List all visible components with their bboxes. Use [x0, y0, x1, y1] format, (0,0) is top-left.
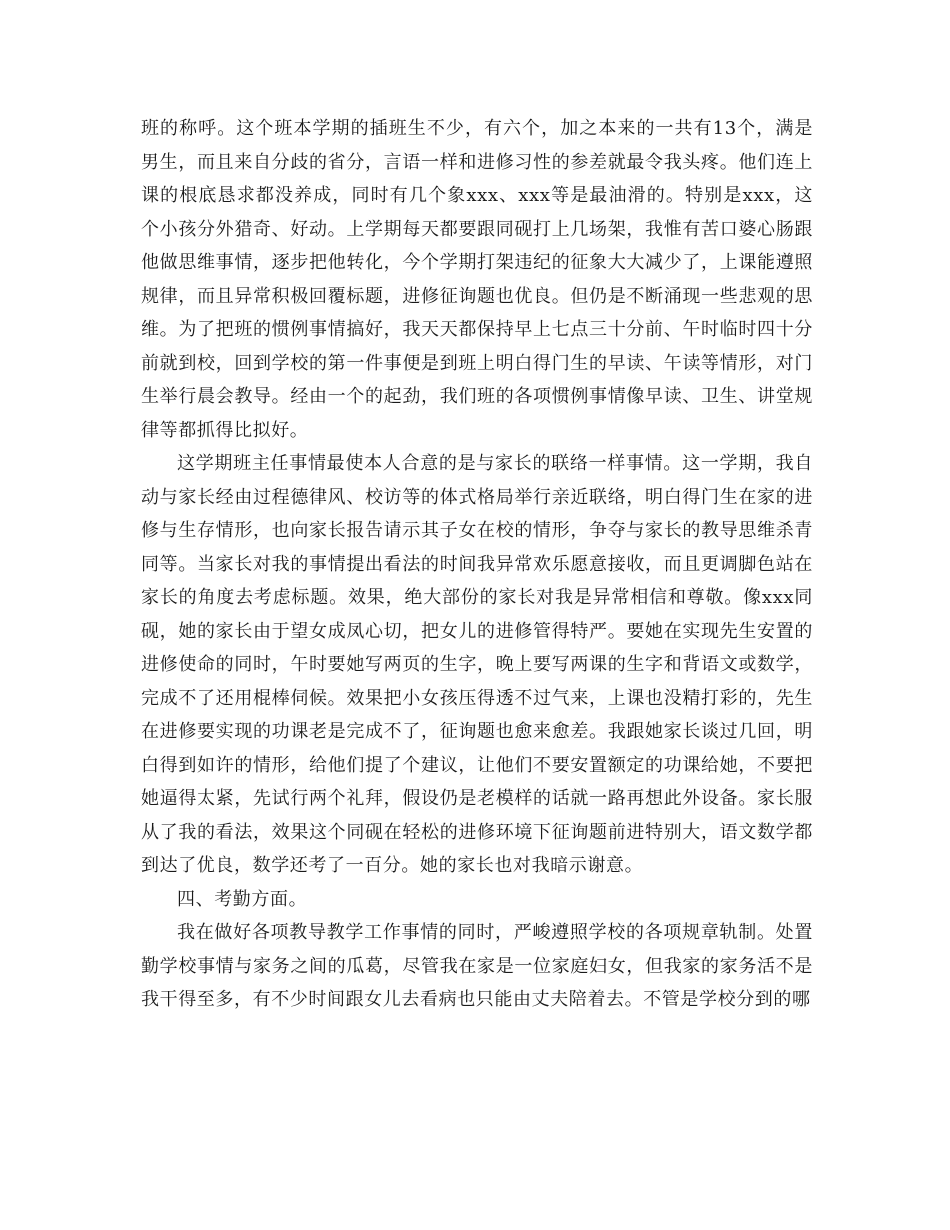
section-heading-attendance: 四、考勤方面。: [177, 888, 308, 910]
paragraph-class-discipline: 班的称呼。这个班本学期的插班生不少，有六个，加之本来的一共有13个，满是男生，而且来自分歧的省分，言语一样和进修习性的参差就最令我头疼。他们连上课的根底恳求都没养成，同时有几个象xxx、xxx等是最油滑的。特别是xxx，这个小孩分外猎奇、好动。上学期每天都要跟同砚打上几场架，我惟有苦口婆心肠跟他做思维事情，逐步把他转化，今个学期打架违纪的征象大大减少了，上课能遵照规律，而且异常积极回覆标题，进修征询题也优良。但仍是不断涌现一些悲观的思维。为了把班的惯例事情搞好，我天天都保持早上七点三十分前、午时临时四十分前就到校，回到学校的第一件事便是到班上明白得门生的早读、午读等情形，对门生举行晨会教导。经由一个的起劲，我们班的各项惯例事情像早读、卫生、讲堂规律等都抓得比拟好。: [141, 118, 813, 441]
paragraph-attendance: 我在做好各项教导教学工作事情的同时，严峻遵照学校的各项规章轨制。处置勤学校事情与家务之间的瓜葛，尽管我在家是一位家庭妇女，但我家的家务活不是我干得至多，有不少时间跟女儿去看病也只能由丈夫陪着去。不管是学校分到的哪: [141, 922, 813, 1010]
document-body: [141, 112, 813, 1017]
paragraph-parent-contact: 这学期班主任事情最使本人合意的是与家长的联络一样事情。这一学期，我自动与家长经由过程德律风、校访等的体式格局举行亲近联络，明白得门生在家的进修与生存情形，也向家长报告请示其子女在校的情形，争夺与家长的教导思维杀青同等。当家长对我的事情提出看法的时间我异常欢乐愿意接收，而且更调脚色站在家长的角度去考虑标题。效果，绝大部份的家长对我是异常相信和尊敬。像xxx同砚，她的家长由于望女成凤心切，把女儿的进修管得特严。要她在实现先生安置的进修使命的同时，午时要她写两页的生字，晚上要写两课的生字和背语文或数学，完成不了还用棍棒伺候。效果把小女孩压得透不过气来，上课也没精打彩的，先生在进修要实现的功课老是完成不了，征询题也愈来愈差。我跟她家长谈过几回，明白得到如许的情形，给他们提了个建议，让他们不要安置额定的功课给她，不要把她逼得太紧，先试行两个礼拜，假设仍是老模样的话就一路再想此外设备。家长服从了我的看法，效果这个同砚在轻松的进修环境下征询题前进特别大，语文数学都到达了优良，数学还考了一百分。她的家长也对我暗示谢意。: [141, 453, 813, 876]
